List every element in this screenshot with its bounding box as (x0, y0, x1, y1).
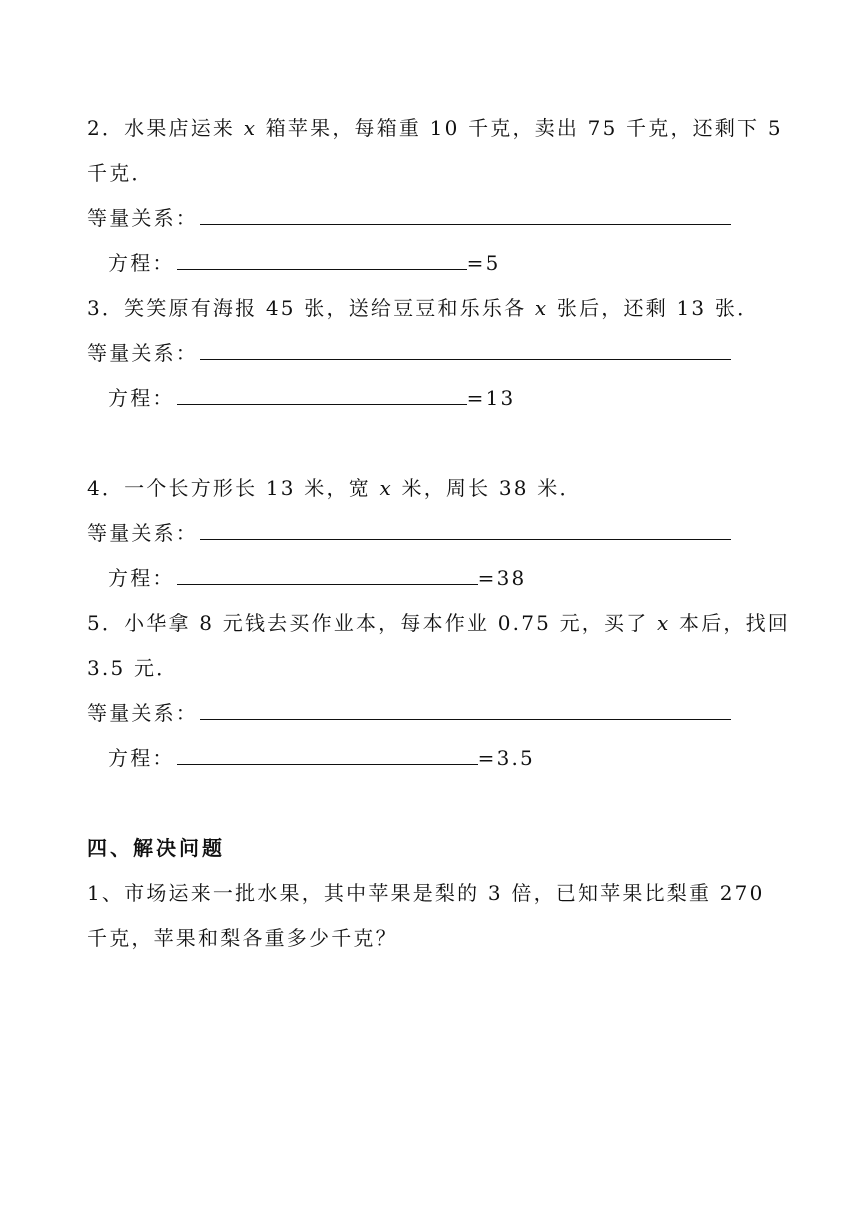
equation-label: 方程： (108, 746, 175, 770)
q4-equation-blank[interactable] (177, 564, 478, 585)
q3-relation-row (87, 339, 731, 367)
q3-text: 3．笑笑原有海报 45 张，送给豆豆和乐乐各 x 张后，还剩 13 张． (87, 296, 760, 320)
relation-label: 等量关系： (87, 206, 198, 230)
q3-equation-blank[interactable] (177, 384, 467, 405)
q4-text: 4．一个长方形长 13 米，宽 x 米，周长 38 米． (87, 476, 582, 500)
q4-equation-row (108, 564, 526, 592)
q2-equation-row (108, 249, 501, 277)
q2-text-line2: 千克． (87, 161, 154, 185)
problem-1-line1: 1、市场运来一批水果，其中苹果是梨的 3 倍，已知苹果比梨重 270 (87, 881, 765, 905)
q5-relation-blank[interactable] (200, 699, 731, 720)
q2-text-line1: 2．水果店运来 x 箱苹果，每箱重 10 千克，卖出 75 千克，还剩下 5 (87, 116, 783, 140)
equation-suffix: =13 (466, 386, 516, 410)
q5-text-line1: 5．小华拿 8 元钱去买作业本，每本作业 0.75 元，买了 x 本后，找回 (87, 611, 791, 635)
q2-relation-blank[interactable] (200, 204, 731, 225)
equation-label: 方程： (108, 566, 175, 590)
equation-suffix: =5 (466, 251, 501, 275)
q5-relation-row (87, 699, 731, 727)
q3-equation-row (108, 384, 515, 412)
section-heading: 四、解决问题 (87, 836, 225, 860)
q3-relation-blank[interactable] (200, 339, 731, 360)
equation-label: 方程： (108, 386, 175, 410)
relation-label: 等量关系： (87, 701, 198, 725)
equation-suffix: =38 (477, 566, 527, 590)
q5-equation-row (108, 744, 535, 772)
q5-text-line2: 3.5 元． (87, 656, 179, 680)
problem-1-line2: 千克，苹果和梨各重多少千克？ (87, 926, 398, 950)
relation-label: 等量关系： (87, 341, 198, 365)
q5-equation-blank[interactable] (177, 744, 478, 765)
q2-relation-row (87, 204, 731, 232)
q4-relation-blank[interactable] (200, 519, 731, 540)
relation-label: 等量关系： (87, 521, 198, 545)
equation-suffix: =3.5 (477, 746, 535, 770)
equation-label: 方程： (108, 251, 175, 275)
q2-equation-blank[interactable] (177, 249, 467, 270)
q4-relation-row (87, 519, 731, 547)
